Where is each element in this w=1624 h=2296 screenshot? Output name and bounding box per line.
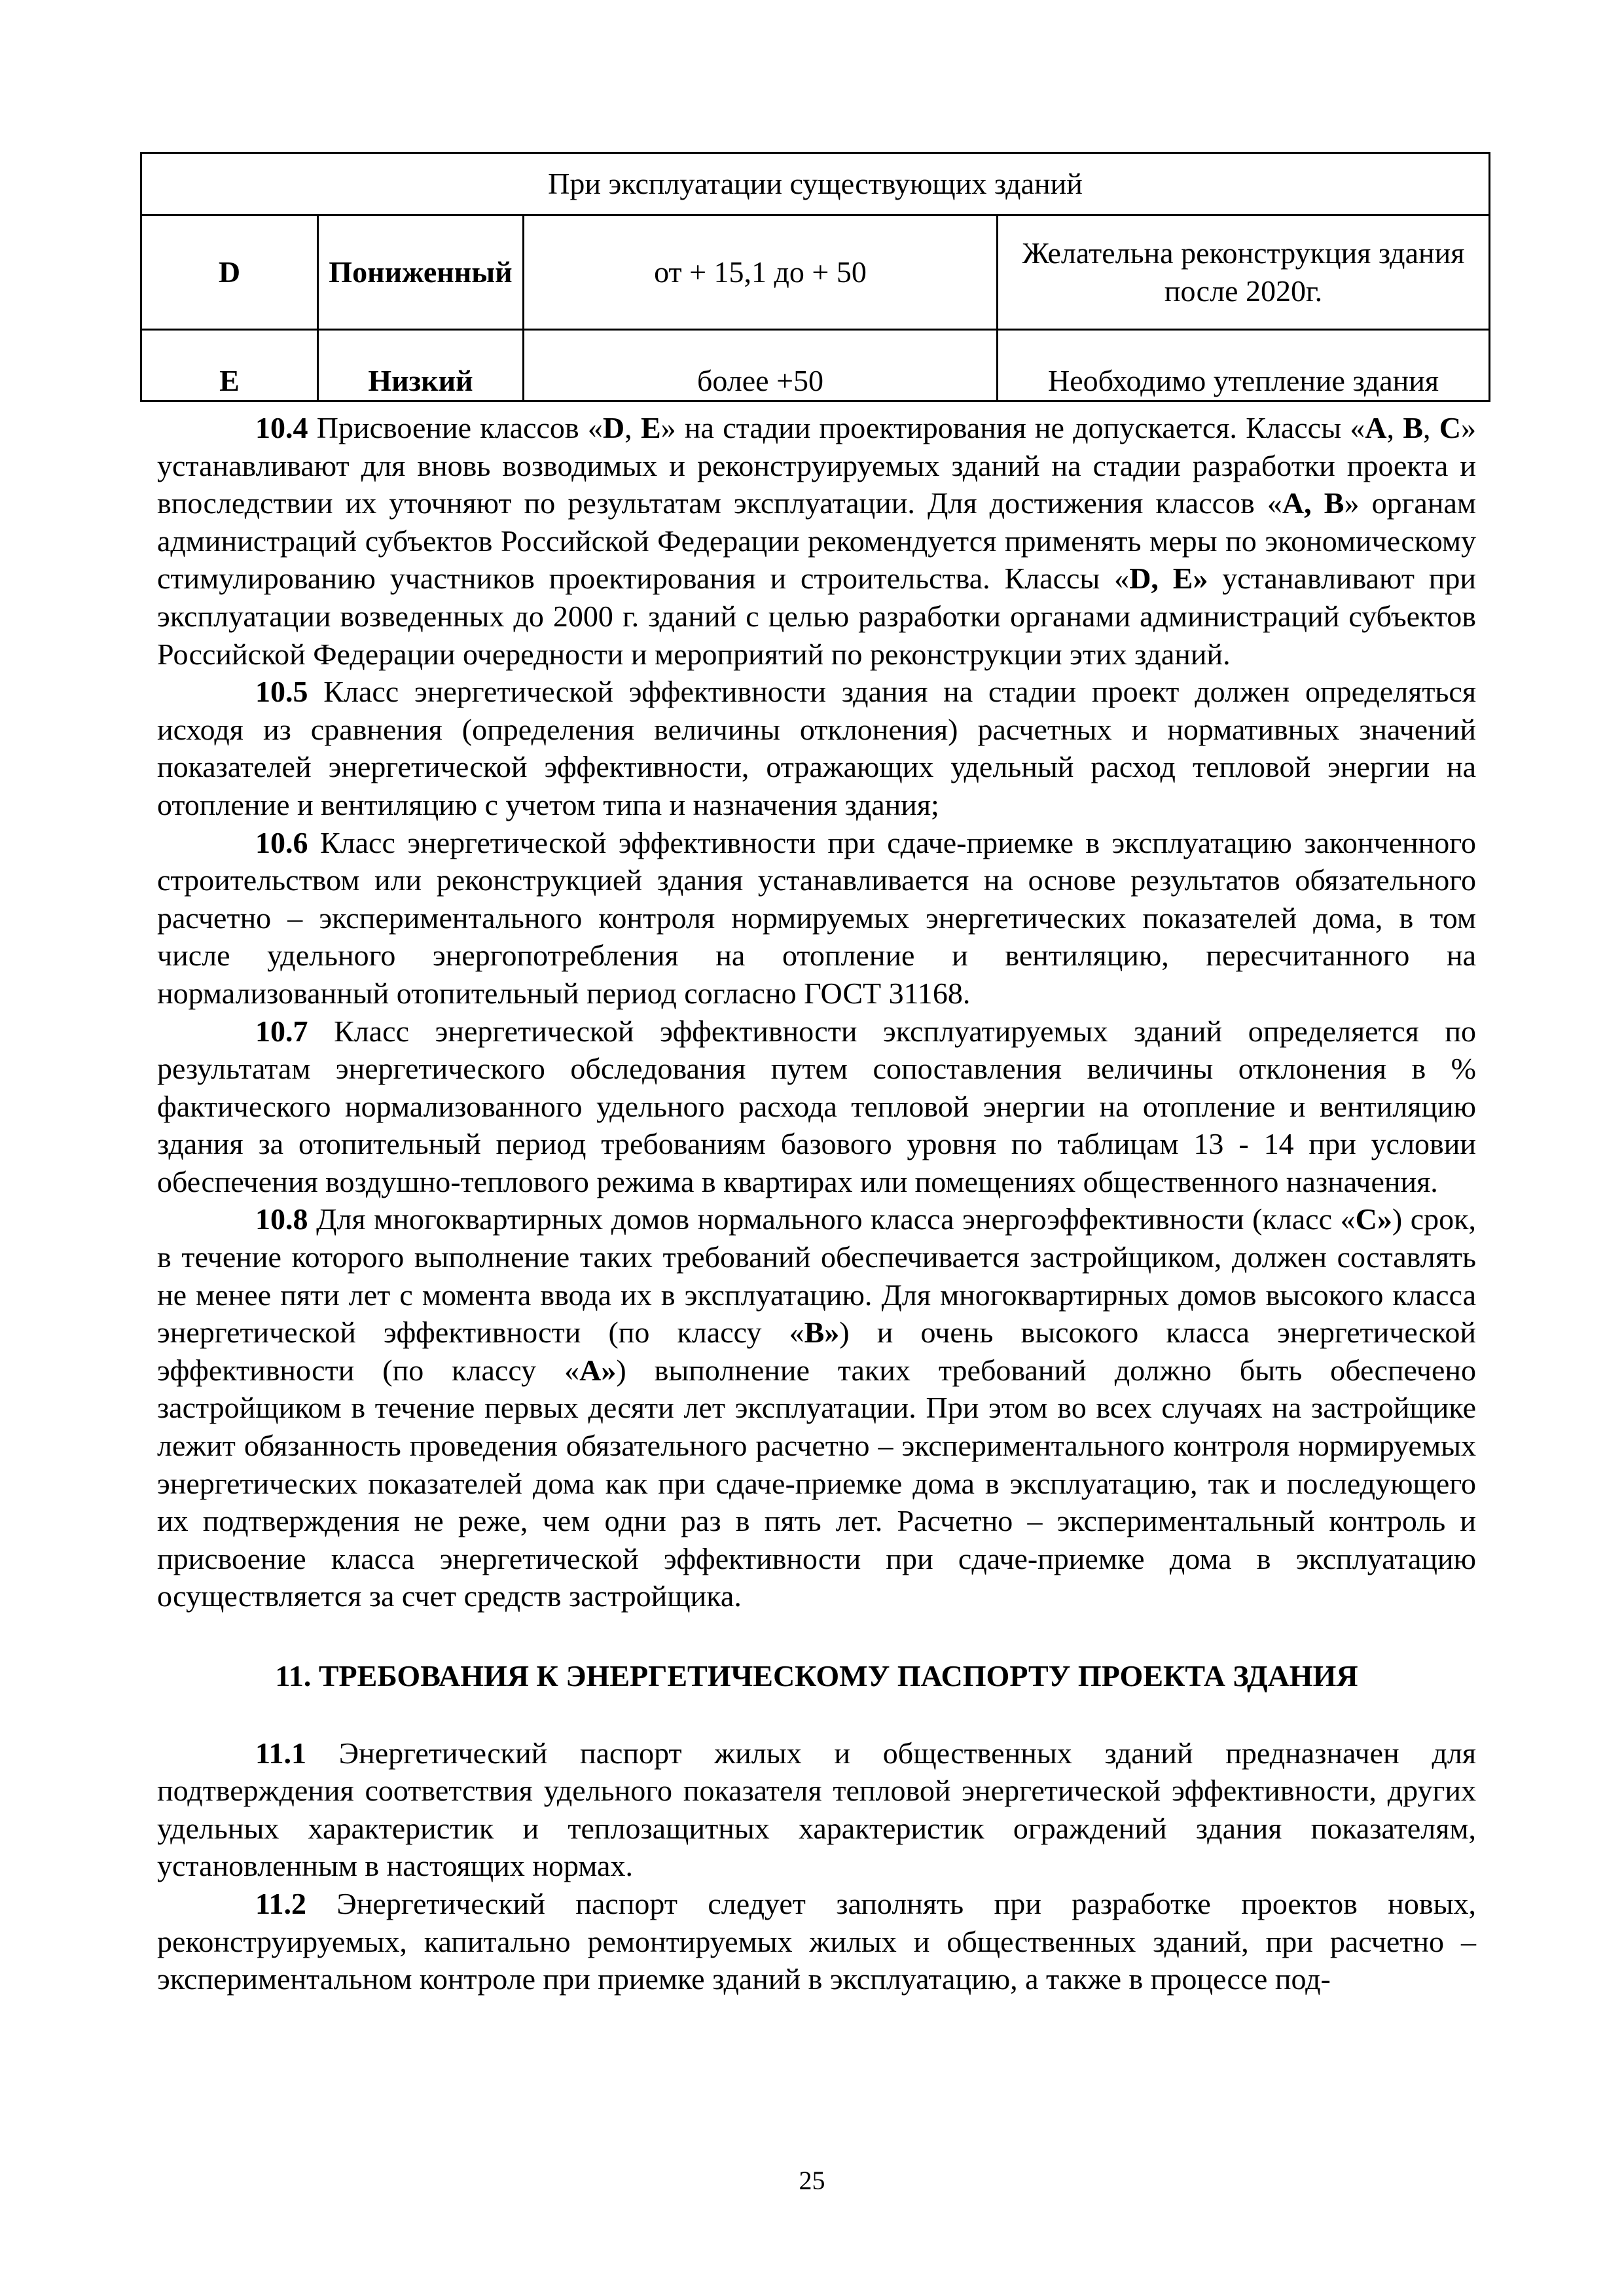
paragraph-text: » на стадии проектирования не допускается. Классы «	[660, 411, 1365, 444]
paragraph-11-1	[157, 1734, 1476, 1885]
paragraph-text: ,	[624, 411, 641, 444]
class-label: B	[1403, 411, 1423, 444]
paragraph-text: Энергетический паспорт следует заполнять при разработке проектов новых, реконструируемых, капитально ремонтируемых жилых и общественных зданий, при расчетно – экспериментальном контроле при приемке зданий в эксплуатацию, а также в процессе под-	[157, 1886, 1476, 1996]
paragraph-number: 10.8	[255, 1202, 308, 1236]
paragraph-number: 10.4	[255, 411, 308, 444]
class-label: B»	[804, 1316, 840, 1350]
recommendation-cell: Желательна реконструкция здания после 2020г.	[998, 215, 1490, 330]
class-label: D	[602, 411, 625, 444]
paragraph-10-4	[157, 409, 1476, 673]
class-label: C	[1439, 411, 1462, 444]
paragraph-10-6	[157, 824, 1476, 1013]
paragraph-text: Для многоквартирных домов нормального класса энергоэффективности (класс «	[308, 1202, 1356, 1236]
paragraph-text: » устанавливают для вновь возводимых и реконструируемых зданий на стадии разработки проекта и впоследствии их уточняют по результатам эксплуатации. Для достижения классов «	[157, 411, 1477, 520]
paragraph-10-7	[157, 1013, 1476, 1201]
range-cell: более +50	[524, 330, 998, 401]
class-label: A	[1365, 411, 1387, 444]
paragraph-number: 11.2	[255, 1886, 306, 1920]
table-row	[141, 330, 1490, 401]
paragraph-text: ,	[1423, 411, 1439, 444]
paragraph-text: устанавливают при эксплуатации возведенных до 2000 г. зданий с целью разработки органами администраций субъектов Российской Федерации очередности и мероприятий по реконструкции этих зданий.	[157, 562, 1477, 671]
paragraph-text: ) и очень высокого класса энергетической эффективности (по классу «	[157, 1316, 1476, 1387]
class-label: E	[640, 411, 661, 444]
paragraph-number: 10.5	[255, 675, 308, 709]
level-cell: Низкий	[318, 330, 524, 401]
class-label: A, B	[1282, 486, 1344, 520]
paragraph-text: Класс энергетической эффективности при сдаче-приемке в эксплуатацию законченного строительством или реконструкцией здания устанавливается на основе результатов обязательного расчетно – экспериментального контроля нормируемых энергетических показателей дома, в том числе удельного энергопотребления на отопление и вентиляцию, пересчитанного на нормализованный отопительный период согласно ГОСТ 31168.	[157, 825, 1476, 1010]
paragraph-text: » органам администраций субъектов Российской Федерации рекомендуется применять меры по экономическому стимулированию участников проектирования и строительства. Классы «	[157, 486, 1476, 596]
table-header-row	[141, 153, 1490, 215]
section-heading: 11. ТРЕБОВАНИЯ К ЭНЕРГЕТИЧЕСКОМУ ПАСПОРТУ ПРОЕКТА ЗДАНИЯ	[275, 1659, 1358, 1693]
paragraph-number: 11.1	[255, 1736, 306, 1770]
paragraph-11-2	[157, 1885, 1476, 1998]
paragraph-text: Класс энергетической эффективности эксплуатируемых зданий определяется по результатам энергетического обследования путем сопоставления величины отклонения в % фактического нормализованного удельного расхода тепловой энергии на отопление и вентиляцию здания за отопительный период требованиям базового уровня по таблицам 13 - 14 при условии обеспечения воздушно-теплового режима в квартирах или помещениях общественного назначения.	[157, 1014, 1476, 1198]
class-label: A»	[579, 1353, 617, 1387]
paragraph-text: Энергетический паспорт жилых и общественных зданий предназначен для подтверждения соответствия удельного показателя тепловой энергетической эффективности, других удельных характеристик и теплозащитных характеристик ограждений здания показателям, установленным в настоящих нормах.	[157, 1736, 1476, 1883]
page-number: 25	[799, 2166, 825, 2195]
paragraph-text: Класс энергетической эффективности здания на стадии проект должен определяться исходя из сравнения (определения величины отклонения) расчетных и нормативных значений показателей энергетической эффективности, отражающих удельный расход тепловой энергии на отопление и вентиляцию с учетом типа и назначения здания;	[157, 675, 1476, 821]
energy-class-table	[140, 152, 1490, 402]
paragraph-text: ) выполнение таких требований должно быть обеспечено застройщиком в течение первых десяти лет эксплуатации. При этом во всех случаях на застройщике лежит обязанность проведения обязательного расчетно – экспериментального контроля нормируемых энергетических показателей дома как при сдаче-приемке дома в эксплуатацию, так и последующего их подтверждения не реже, чем одни раз в пять лет. Расчетно – экспериментальный контроль и присвоение класса энергетической эффективности при сдаче-приемке дома в эксплуатацию осуществляется за счет средств застройщика.	[157, 1353, 1476, 1613]
range-cell: от + 15,1 до + 50	[524, 215, 998, 330]
paragraph-text: ,	[1386, 411, 1403, 444]
class-cell: D	[141, 215, 318, 330]
paragraph-10-5	[157, 673, 1476, 823]
level-cell: Пониженный	[318, 215, 524, 330]
paragraph-number: 10.6	[255, 825, 308, 859]
paragraph-number: 10.7	[255, 1014, 308, 1048]
table-row	[141, 215, 1490, 330]
recommendation-cell: Необходимо утепление здания	[998, 330, 1490, 401]
class-label: D, E»	[1129, 562, 1208, 596]
document-body	[157, 409, 1476, 1998]
class-cell: E	[141, 330, 318, 401]
paragraph-text: ) срок, в течение которого выполнение таких требований обеспечивается застройщиком, должен составлять не менее пяти лет с момента ввода их в эксплуатацию. Для многоквартирных домов высокого класса энергетической эффективности (по классу «	[157, 1202, 1476, 1350]
paragraph-10-8	[157, 1200, 1476, 1615]
class-label: С»	[1355, 1202, 1392, 1236]
table-header-cell: При эксплуатации существующих зданий	[141, 153, 1490, 215]
paragraph-text: Присвоение классов «	[308, 411, 603, 444]
